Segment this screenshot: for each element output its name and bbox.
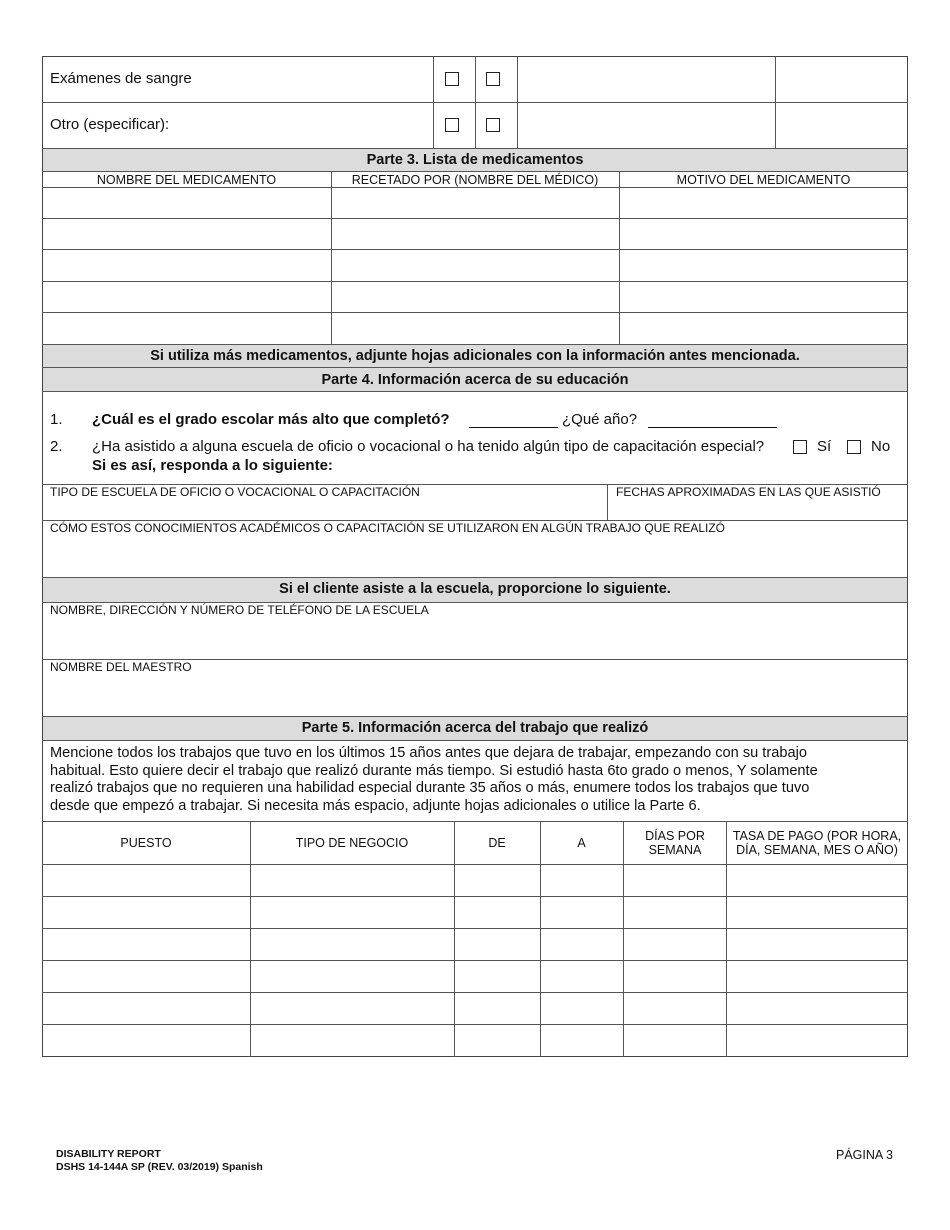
col-to: A <box>577 836 586 850</box>
school-info-label: NOMBRE, DIRECCIÓN Y NÚMERO DE TELÉFONO DE LA ESCUELA <box>50 603 429 617</box>
blood-tests-field-1[interactable] <box>518 57 774 101</box>
prescribed-by-input[interactable] <box>332 219 619 249</box>
medication-reason-input[interactable] <box>620 282 907 312</box>
instructions-line: habitual. Esto quiere decir el trabajo que realizó durante más tiempo. Si estudió hasta 6to grado o menos, Y solamente <box>50 762 818 779</box>
q1-highest-grade-question: ¿Cuál es el grado escolar más alto que completó? <box>92 411 450 428</box>
divider <box>42 367 908 368</box>
other-field-2[interactable] <box>776 103 907 147</box>
divider <box>42 740 908 741</box>
blood-tests-checkbox-1[interactable] <box>445 72 459 86</box>
footer-page-number: PÁGINA 3 <box>836 1148 893 1162</box>
teacher-name-input[interactable] <box>43 675 907 715</box>
col-from: DE <box>488 836 506 850</box>
q2-vocational-question: ¿Ha asistido a alguna escuela de oficio o vocacional o ha tenido algún tipo de capacitación especial? <box>92 438 765 455</box>
q2-yes-checkbox[interactable] <box>793 440 807 454</box>
job-table-row[interactable] <box>43 865 907 896</box>
other-field-1[interactable] <box>518 103 774 147</box>
medication-reason-input[interactable] <box>620 219 907 249</box>
blood-tests-label: Exámenes de sangre <box>50 70 192 87</box>
school-info-input[interactable] <box>43 618 907 658</box>
grade-year-input[interactable] <box>648 427 777 428</box>
part4-title: Parte 4. Información acerca de su educación <box>321 372 629 388</box>
other-checkbox-2[interactable] <box>486 118 500 132</box>
prescribed-by-input[interactable] <box>332 250 619 281</box>
medication-name-input[interactable] <box>43 282 331 312</box>
instructions-line: desde que empezó a trabajar. Si necesita más espacio, adjunte hojas adicionales o utilice la Parte 6. <box>50 797 701 814</box>
col-prescribed-by: RECETADO POR (NOMBRE DEL MÉDICO) <box>351 172 599 187</box>
col-medication-reason: MOTIVO DEL MEDICAMENTO <box>676 172 851 187</box>
blood-tests-checkbox-2[interactable] <box>486 72 500 86</box>
divider <box>42 148 908 149</box>
divider <box>42 716 908 717</box>
part5-instructions <box>50 745 818 815</box>
medication-name-input[interactable] <box>43 313 331 344</box>
col-days-per-week: DÍAS POR SEMANA <box>645 829 705 857</box>
divider <box>42 577 908 578</box>
other-label: Otro (especificar): <box>50 116 170 133</box>
job-table-row[interactable] <box>43 1025 907 1056</box>
q1-number: 1. <box>50 411 63 428</box>
q2-yes-label: Sí <box>817 438 832 455</box>
instructions-line: realizó trabajos que no requieren una habilidad especial durante 35 años o más, enumere todos los trabajos que tuvo <box>50 780 810 796</box>
attendance-dates-label: FECHAS APROXIMADAS EN LAS QUE ASISTIÓ <box>616 485 881 499</box>
prescribed-by-input[interactable] <box>332 282 619 312</box>
training-usage-input[interactable] <box>43 536 907 577</box>
job-table-row[interactable] <box>43 993 907 1024</box>
divider <box>433 56 434 148</box>
medication-name-input[interactable] <box>43 219 331 249</box>
medication-reason-input[interactable] <box>620 188 907 218</box>
q2-no-checkbox[interactable] <box>847 440 861 454</box>
job-table-row[interactable] <box>43 961 907 992</box>
teacher-name-label: NOMBRE DEL MAESTRO <box>50 660 192 674</box>
col-medication-name: NOMBRE DEL MEDICAMENTO <box>96 172 277 187</box>
client-school-header: Si el cliente asiste a la escuela, proporcione lo siguiente. <box>279 581 671 597</box>
part3-title: Parte 3. Lista de medicamentos <box>366 152 584 168</box>
school-type-label: TIPO DE ESCUELA DE OFICIO O VOCACIONAL O CAPACITACIÓN <box>50 485 420 499</box>
prescribed-by-input[interactable] <box>332 188 619 218</box>
col-pay-rate: TASA DE PAGO (POR HORA, DÍA, SEMANA, MES O AÑO) <box>732 829 902 857</box>
medication-name-input[interactable] <box>43 250 331 281</box>
footer-form-name: DISABILITY REPORT <box>56 1148 161 1160</box>
more-medications-note: Si utiliza más medicamentos, adjunte hojas adicionales con la información antes mencionada. <box>150 348 800 364</box>
q2-followup: Si es así, responda a lo siguiente: <box>92 457 333 474</box>
col-job: PUESTO <box>120 836 172 850</box>
medication-reason-input[interactable] <box>620 313 907 344</box>
job-table-row[interactable] <box>43 897 907 928</box>
instructions-line: Mencione todos los trabajos que tuvo en los últimos 15 años antes que dejara de trabajar, empezando con su trabajo <box>50 745 807 761</box>
col-business-type: TIPO DE NEGOCIO <box>295 836 409 850</box>
divider <box>475 56 476 148</box>
job-table-row[interactable] <box>43 929 907 960</box>
medication-reason-input[interactable] <box>620 250 907 281</box>
school-type-input[interactable] <box>43 499 607 520</box>
q2-no-label: No <box>871 438 891 455</box>
prescribed-by-input[interactable] <box>332 313 619 344</box>
q2-number: 2. <box>50 438 63 455</box>
other-checkbox-1[interactable] <box>445 118 459 132</box>
divider <box>42 391 908 392</box>
blood-tests-field-2[interactable] <box>776 57 907 101</box>
q1-year-label: ¿Qué año? <box>562 411 638 428</box>
attendance-dates-input[interactable] <box>608 499 907 520</box>
training-usage-label: CÓMO ESTOS CONOCIMIENTOS ACADÉMICOS O CAPACITACIÓN SE UTILIZARON EN ALGÚN TRABAJO QUE REALIZÓ <box>50 521 725 535</box>
medication-name-input[interactable] <box>43 188 331 218</box>
footer-form-number: DSHS 14-144A SP (REV. 03/2019) Spanish <box>56 1161 263 1173</box>
divider <box>42 344 908 345</box>
highest-grade-input[interactable] <box>469 427 558 428</box>
part5-title: Parte 5. Información acerca del trabajo que realizó <box>301 720 649 736</box>
